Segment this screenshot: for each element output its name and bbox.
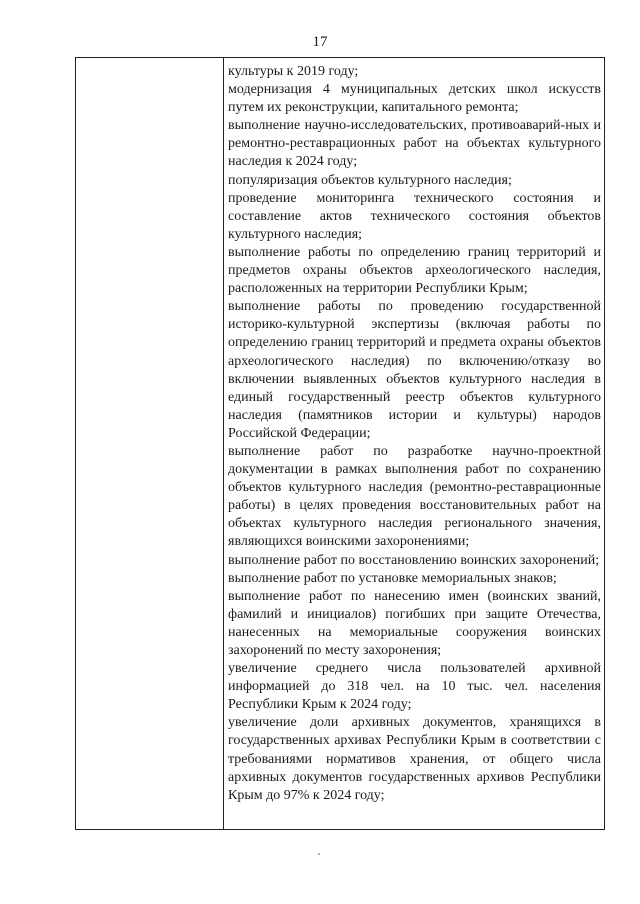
- list-item: увеличение доли архивных документов, хранящихся в государственных архивах Республики Крым в соответствии с требованиями нормативов хранения, от общего числа архивных документов государственных архивов Республики Крым до 97% к 2024 году;: [228, 715, 601, 803]
- list-item: проведение мониторинга технического состояния и составление актов технического состояния объектов культурного наследия;: [228, 190, 601, 242]
- list-item: выполнение работы по определению границ территорий и предметов охраны объектов археологического наследия, расположенных на территории Республики Крым;: [228, 244, 601, 297]
- list-item: культуры к 2019 году;: [228, 64, 359, 79]
- page-number: 17: [312, 34, 328, 50]
- list-item: модернизация 4 муниципальных детских школ искусств путем их реконструкции, капитального ремонта;: [228, 82, 601, 116]
- table-left-column: [76, 58, 224, 829]
- list-item: выполнение работ по разработке научно-проектной документации в рамках выполнения работ по сохранению объектов культурного наследия (ремонтно-реставрационные работы) в целях проведения восстановительных работ на объектах культурного наследия регионального значения, являющихся воинскими захоронениями;: [228, 443, 601, 550]
- list-item: увеличение среднего числа пользователей архивной информацией до 318 чел. на 10 тыс. чел. населения Республики Крым к 2024 году;: [228, 661, 601, 713]
- scan-speck: [318, 853, 320, 855]
- list-item: выполнение работ по установке мемориальных знаков;: [228, 570, 557, 586]
- list-item: популяризация объектов культурного наследия;: [228, 172, 512, 188]
- list-item: выполнение работ по нанесению имен (воинских званий, фамилий и инициалов) погибших при защите Отечества, нанесенных на мемориальные сооружения воинских захоронений по месту захоронения;: [228, 588, 601, 658]
- document-table: [75, 57, 605, 830]
- table-right-column: [224, 58, 604, 829]
- list-item: выполнение работ по восстановлению воинских захоронений;: [228, 552, 600, 568]
- list-item: выполнение работы по проведению государственной историко-культурной экспертизы (включая работы по определению границ территорий и предмета охраны объектов археологического наследия) по включению/отказу во включении выявленных объектов культурного наследия в единый государственный реестр объектов культурного наследия (памятников истории и культуры) народов Российской Федерации;: [228, 299, 601, 441]
- list-item: выполнение научно-исследовательских, противоаварий-ных и ремонтно-реставрационных работ на объектах культурного наследия к 2024 году;: [228, 118, 601, 170]
